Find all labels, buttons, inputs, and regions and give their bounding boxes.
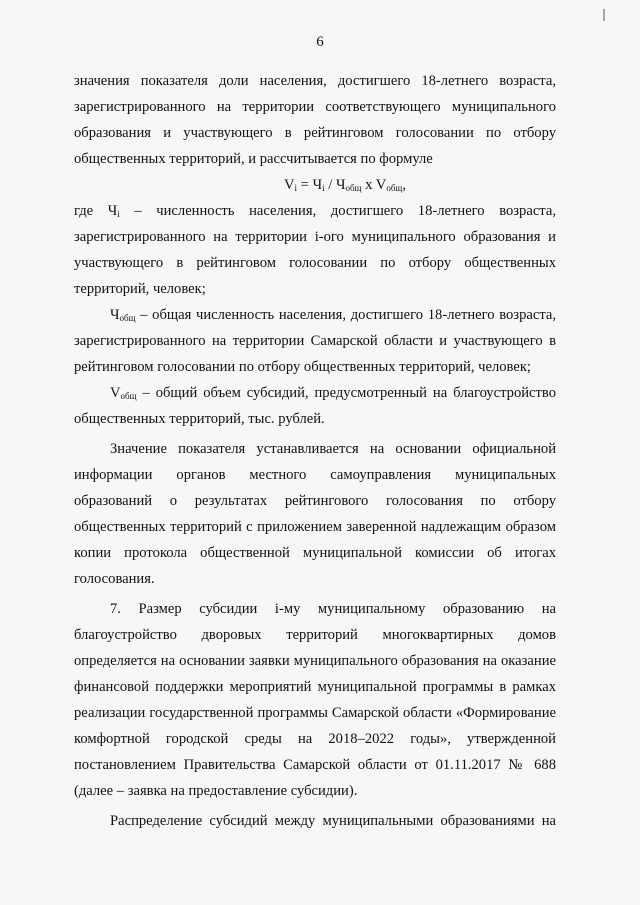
formula-term1: Ч [312,177,323,193]
document-body [74,68,556,834]
formula-term2-sub: общ [345,183,362,193]
paragraph-intro: значения показателя доли населения, достигшего 18-летнего возраста, зарегистрированного на территории соответствующего муниципального образования и участвующего в рейтинговом голосовании по отбору общественных территорий, и рассчитывается по формуле [74,73,556,167]
definition-chobsh [74,302,556,380]
definition-vobsh-sub: общ [120,391,137,401]
page-number: 6 [316,34,324,50]
paragraph-distribution: Распределение субсидий между муниципальными образованиями на [110,813,556,829]
definition-chi-text: – численность населения, достигшего 18-летнего возраста, зарегистрированного на территории i-ого муниципального образования и участвующего в рейтинговом голосовании по отбору общественных территорий, человек; [74,203,556,297]
formula-term3: V [375,177,387,193]
formula-lhs: V [283,177,295,193]
definition-chi [74,198,556,302]
formula-tail: , [402,177,407,193]
formula-lhs-sub: i [294,183,298,193]
definition-chobsh-symbol: Ч [110,307,120,323]
formula-mul: x [361,177,376,193]
definition-chi-prefix: где [74,203,108,219]
paragraph-indicator-value: Значение показателя устанавливается на основании официальной информации органов местного самоуправления муниципальных образований о результатах рейтингового голосования по отбору общественных территорий с приложением заверенной надлежащим образом копии протокола общественной муниципальной комиссии об итогах голосования. [74,441,556,587]
definition-chi-sub: i [117,209,120,219]
definition-chobsh-text: – общая численность населения, достигшего 18-летнего возраста, зарегистрированного на территории Самарской области и участвующего в рейтинговом голосовании по отбору общественных территорий, человек; [74,307,556,375]
definition-chobsh-sub: общ [119,313,136,323]
formula-div: / [324,177,336,193]
formula-eq: = [297,177,313,193]
definition-vobsh [74,380,556,432]
formula-term2: Ч [335,177,346,193]
formula-term3-sub: общ [386,183,403,193]
formula [134,172,556,198]
paragraph-7: 7. Размер субсидии i-му муниципальному образованию на благоустройство дворовых территорий многоквартирных домов определяется на основании заявки муниципального образования на оказание финансовой поддержки мероприятий муниципальной программы в рамках реализации государственной программы Самарской области «Формирование комфортной городской среды на 2018–2022 годы», утвержденной постановлением Правительства Самарской области от 01.11.2017 № 688 (далее – заявка на предоставление субсидии). [74,601,556,799]
scan-mark-icon [601,8,607,22]
definition-vobsh-text: – общий объем субсидий, предусмотренный на благоустройство общественных территорий, тыс. рублей. [74,385,556,427]
definition-chi-symbol: Ч [107,203,118,219]
formula-term1-sub: i [322,183,325,193]
definition-vobsh-symbol: V [110,385,121,401]
